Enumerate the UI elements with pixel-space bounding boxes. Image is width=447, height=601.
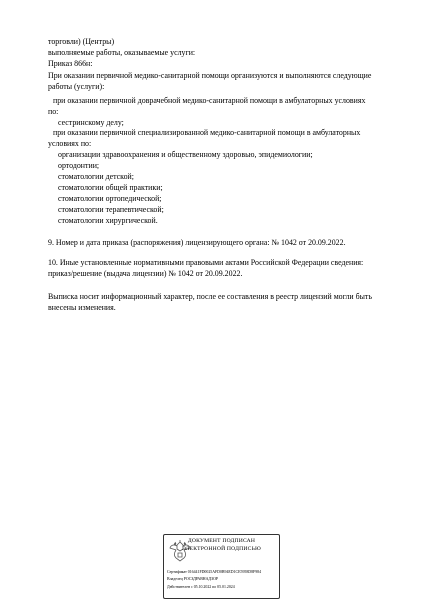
item-9-text: 9. Номер и дата приказа (распоряжения) лицензирующего органа: № 1042 от 20.09.2022. xyxy=(48,238,346,247)
text-line: по: xyxy=(48,107,59,116)
text-line: ортодонтии; xyxy=(58,161,100,170)
text-line: торговли) (Центры) xyxy=(48,37,115,46)
text-line: Приказ 866н: xyxy=(48,59,93,68)
text-line: сестринскому делу; xyxy=(58,118,124,127)
text-line: при оказании первичной доврачебной медико-санитарной помощи в амбулаторных условиях xyxy=(53,96,366,105)
certificate-owner: Владелец РОСЗДРАВНАДЗОР xyxy=(167,577,219,581)
signature-title: ДОКУМЕНТ ПОДПИСАН xyxy=(187,538,256,544)
certificate-number: Сертификат 016441FD0025AFD0B94ED1CE5958D8F984 xyxy=(167,570,262,574)
text-line: выполняемые работы, оказываемые услуги: xyxy=(48,48,196,57)
disclaimer-text: Выписка носит информационный характер, после ее составления в реестр лицензий могли быть xyxy=(48,292,372,301)
text-line: стоматологии терапевтической; xyxy=(58,205,164,214)
item-10-text: 10. Иные установленные нормативными правовыми актами Российской Федерации сведения: xyxy=(48,258,364,267)
text-line: стоматологии общей практики; xyxy=(58,183,163,192)
electronic-signature-stamp xyxy=(163,534,280,599)
signature-subtitle: ЭЛЕКТРОННОЙ ПОДПИСЬЮ xyxy=(182,546,261,552)
text-line: при оказании первичной специализированной медико-санитарной помощи в амбулаторных xyxy=(53,128,361,137)
text-line: условиях по: xyxy=(48,139,92,148)
text-line: организации здравоохранения и общественному здоровью, эпидемиологии; xyxy=(58,150,313,159)
text-line: При оказании первичной медико-санитарной помощи организуются и выполняются следующие xyxy=(48,71,372,80)
certificate-validity: Действителен с 05.10.2022 по 05.01.2024 xyxy=(167,585,235,589)
text-line: стоматологии ортопедической; xyxy=(58,194,162,203)
text-line: стоматологии хирургической. xyxy=(58,216,158,225)
text-line: работы (услуги): xyxy=(48,82,105,91)
item-10-text-cont: приказ/решение (выдача лицензии) № 1042 от 20.09.2022. xyxy=(48,269,243,278)
text-line: стоматологии детской; xyxy=(58,172,134,181)
disclaimer-text-cont: внесены изменения. xyxy=(48,303,116,312)
